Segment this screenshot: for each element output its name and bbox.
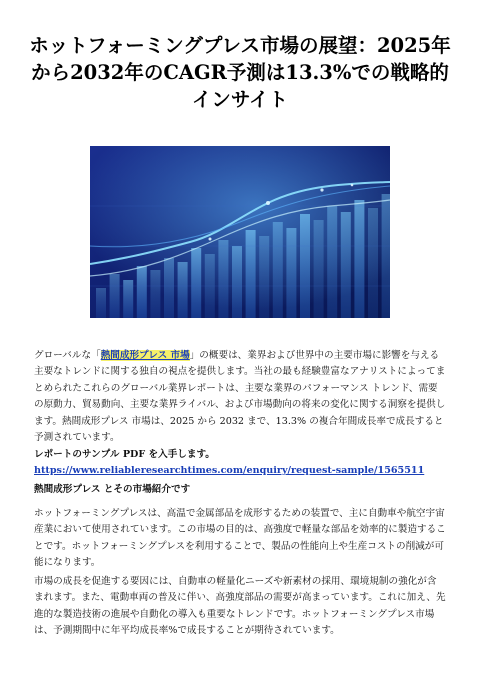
- decorative-bar: [286, 228, 296, 318]
- market-link[interactable]: 熱間成形プレス 市場: [100, 350, 190, 361]
- intro-paragraph: [34, 348, 446, 446]
- abstract-chart-illustration: [90, 146, 390, 318]
- decorative-bar: [96, 288, 106, 318]
- decorative-bar: [354, 200, 364, 318]
- sample-request: [34, 447, 446, 480]
- decorative-bar: [300, 214, 310, 318]
- intro-text-rest: 」の概要は、業界および世界中の主要市場に影響を与える主要なトレンドに関する独自の視点を提供します。当社の最も経験豊富なアナリストによってまとめられたこれらのグローバル業界レポートは、主要な業界のパフォーマンス トレンド、需要の原動力、貿易動向、主要な業界ライバル、および市場動向の将来の変化に関する洞察を提供します。熱間成形プレス 市場は、2025 から 2032 まで、13.3% の複合年間成長率で成長すると予測されています。: [34, 350, 446, 444]
- growth-drivers-paragraph: 市場の成長を促進する要因には、自動車の軽量化ニーズや新素材の採用、環境規制の強化が含まれます。また、電動車両の普及に伴い、高強度部品の需要が高まっています。これに加え、先進的な製造技術の進展や自動化の導入も重要なトレンドです。ホットフォーミングプレス市場は、予測期間中に年平均成長率%で成長することが期待されています。: [34, 576, 446, 637]
- decorative-bar: [368, 208, 378, 318]
- decorative-bar: [232, 246, 242, 318]
- sample-label: レポートのサンプル PDF を入手します。: [34, 449, 215, 460]
- decorative-bar: [327, 206, 337, 318]
- intro-text-start: グローバルな「: [34, 350, 101, 361]
- decorative-bar: [150, 270, 160, 318]
- decorative-bar: [341, 212, 351, 318]
- decorative-bar: [110, 274, 120, 318]
- decorative-bar: [273, 222, 283, 318]
- decorative-bar: [246, 230, 256, 318]
- hero-image: [90, 146, 390, 318]
- sample-link[interactable]: https://www.reliableresearchtimes.com/enquiry/request-sample/1565511: [34, 465, 425, 477]
- section-heading: 熱間成形プレス とその市場紹介です: [34, 484, 191, 495]
- decorative-bar: [218, 240, 228, 318]
- decorative-bar: [259, 236, 269, 318]
- decorative-bar: [164, 258, 174, 318]
- decorative-bar: [178, 262, 188, 318]
- market-intro-paragraph: ホットフォーミングプレスは、高温で金属部品を成形するための装置で、主に自動車や航空宇宙産業において使用されています。この市場の目的は、高強度で軽量な部品を効率的に製造することです。ホットフォーミングプレスを利用することで、製品の性能向上や生産コストの削減が可能になります。: [34, 508, 446, 569]
- decorative-bar: [314, 220, 324, 318]
- decorative-bar: [382, 194, 390, 318]
- decorative-bar: [191, 248, 201, 318]
- decorative-bar: [137, 266, 147, 318]
- page-title: ホットフォーミングプレス市場の展望：2025年から2032年のCAGR予測は13.3%での戦略的インサイト: [29, 34, 451, 111]
